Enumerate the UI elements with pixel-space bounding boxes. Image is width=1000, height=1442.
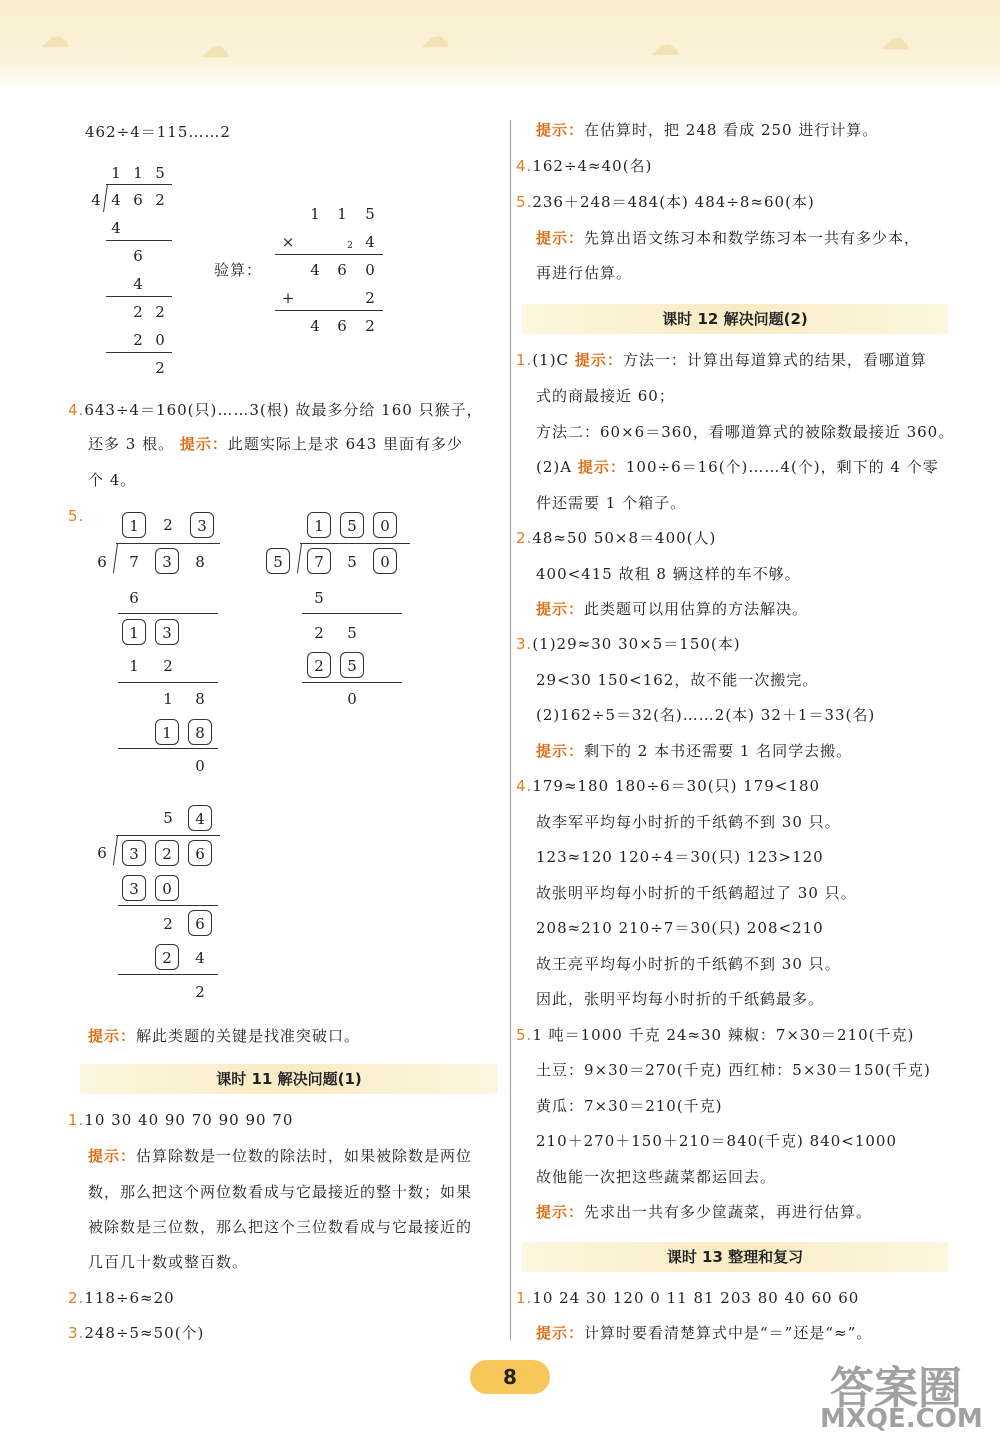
page-number: 8	[470, 1360, 550, 1394]
watermark-logo: 答案圈	[830, 1363, 962, 1414]
s11-q1: 1.10 30 40 90 70 90 90 70	[68, 1111, 294, 1129]
s12-q4-line6: 故王亮平均每小时折的千纸鹤不到 30 只。	[536, 955, 841, 973]
s12-q5-hint: 提示：先求出一共有多少筐蔬菜，再进行估算。	[536, 1203, 873, 1221]
s12-q4: 4.179≈180 180÷6＝30(只) 179<180	[516, 777, 821, 795]
r-q5-hint-1: 提示：先算出语文练习本和数学练习本一共有多少本，	[536, 229, 921, 247]
s13-q1: 1.10 24 30 120 0 11 81 203 80 40 60 60	[516, 1289, 860, 1307]
question-4: 4.643÷4＝160(只)……3(根) 故最多分给 160 只猴子，	[68, 401, 483, 419]
s12-q2-line2: 400<415 故租 8 辆这样的车不够。	[536, 565, 801, 583]
cloud-icon: ☁	[420, 20, 450, 55]
cloud-icon: ☁	[880, 22, 910, 57]
section-title-11: 课时 11 解决问题(1)	[80, 1064, 498, 1094]
s11-hint-1: 提示：估算除数是一位数的除法时，如果被除数是两位	[88, 1147, 473, 1165]
s11-hint-2: 数，那么把这个两位数看成与它最接近的整十数；如果	[88, 1183, 473, 1201]
s12-q5: 5.1 吨＝1000 千克 24≈30 辣椒：7×30＝210(千克)	[516, 1026, 915, 1044]
watermark-url: MXQE.COM	[820, 1404, 983, 1434]
question-5-num: 5.	[68, 507, 85, 525]
s12-q2-hint: 提示：此类题可以用估算的方法解决。	[536, 600, 809, 618]
s12-q4-line3: 123≈120 120÷4＝30(只) 123>120	[536, 848, 824, 866]
s12-q4-line5: 208≈210 210÷7＝30(只) 208<210	[536, 919, 824, 937]
s12-q5-line3: 黄瓜：7×30＝210(千克)	[536, 1097, 723, 1115]
r-q5-hint-2: 再进行估算。	[536, 264, 633, 282]
s12-q4-line4: 故张明平均每小时折的千纸鹤超过了 30 只。	[536, 884, 857, 902]
s12-q2: 2.48≈50 50×8＝400(人)	[516, 529, 717, 547]
s12-q4-line2: 故李军平均每小时折的千纸鹤不到 30 只。	[536, 813, 841, 831]
s12-q1: 1.(1)C 提示：方法一：计算出每道算式的结果，看哪道算	[516, 351, 927, 369]
cloud-icon: ☁	[200, 30, 230, 65]
s12-q3-hint: 提示：剩下的 2 本书还需要 1 名同学去搬。	[536, 742, 853, 760]
s12-q5-line5: 故他能一次把这些蔬菜都运回去。	[536, 1168, 777, 1186]
hint-q5: 提示：解此类题的关键是找准突破口。	[88, 1027, 361, 1045]
s13-hint: 提示：计算时要看清楚算式中是“＝”还是“≈”。	[536, 1324, 873, 1342]
question-4-line2: 还多 3 根。 提示：此题实际上是求 643 里面有多少	[88, 435, 464, 453]
equation-line: 462÷4＝115……2	[85, 123, 231, 141]
s12-q5-line2: 土豆：9×30＝270(千克) 西红柿：5×30＝150(千克)	[536, 1061, 931, 1079]
cloud-icon: ☁	[40, 20, 70, 55]
s12-q3-line3: (2)162÷5＝32(名)……2(本) 32＋1＝33(名)	[536, 706, 876, 724]
s11-q2: 2.118÷6≈20	[68, 1289, 175, 1307]
question-4-line3: 个 4。	[88, 471, 137, 489]
s11-hint-4: 几百几十数或整百数。	[88, 1253, 249, 1271]
r-q4: 4.162÷4≈40(名)	[516, 157, 653, 175]
section-title-12: 课时 12 解决问题(2)	[522, 304, 948, 334]
s12-q1-line3: 方法二：60×6＝360，看哪道算式的被除数最接近 360。	[536, 423, 955, 441]
s11-q3: 3.248÷5≈50(个)	[68, 1324, 205, 1342]
s12-q5-line4: 210＋270＋150＋210＝840(千克) 840<1000	[536, 1132, 897, 1150]
section-title-13: 课时 13 整理和复习	[522, 1242, 948, 1272]
r-q5: 5.236＋248＝484(本) 484÷8≈60(本)	[516, 193, 815, 211]
cloud-icon: ☁	[650, 28, 680, 63]
s12-q3-line2: 29<30 150<162，故不能一次搬完。	[536, 671, 819, 689]
header-banner	[0, 0, 1000, 92]
s11-hint-3: 被除数是三位数，那么把这个三位数看成与它最接近的	[88, 1218, 473, 1236]
column-divider	[510, 120, 511, 1340]
check-label: 验算：	[214, 261, 263, 279]
s12-q1-line2: 式的商最接近 60；	[536, 387, 675, 405]
s12-q3: 3.(1)29≈30 30×5＝150(本)	[516, 635, 741, 653]
s12-q1-line5: 件还需要 1 个箱子。	[536, 494, 687, 512]
r-hint-0: 提示：在估算时，把 248 看成 250 进行计算。	[536, 121, 879, 139]
s12-q1-line4: (2)A 提示：100÷6＝16(个)……4(个)，剩下的 4 个零	[536, 458, 939, 476]
s12-q4-line7: 因此，张明平均每小时折的千纸鹤最多。	[536, 990, 825, 1008]
